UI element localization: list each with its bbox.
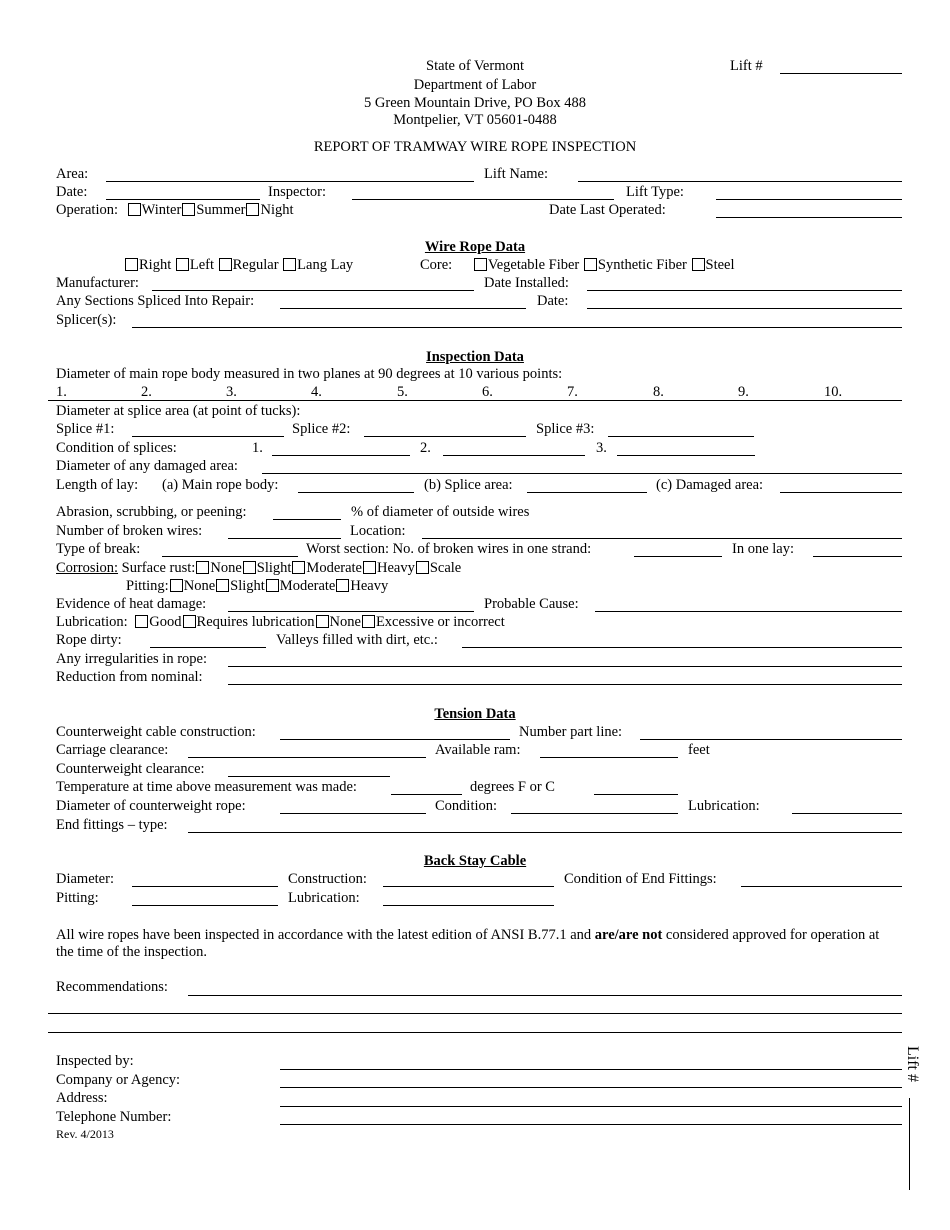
splicers-field[interactable]: [132, 327, 902, 328]
state-name: State of Vermont: [426, 58, 524, 74]
temperature-label: Temperature at time above measurement was made:: [56, 779, 357, 795]
inspection-heading: Inspection Data: [426, 349, 524, 365]
inspected-by-field[interactable]: [280, 1069, 902, 1070]
lift-name-field[interactable]: [578, 181, 902, 182]
regular-label: Regular: [232, 257, 279, 273]
sections-spliced-label: Any Sections Spliced Into Repair:: [56, 293, 255, 309]
splice3-label: Splice #3:: [536, 421, 595, 437]
lub-none-label: None: [329, 614, 361, 630]
splice-date-label: Date:: [537, 293, 569, 309]
surface-rust-label: Surface rust:: [121, 560, 196, 576]
lub-excessive-label: Excessive or incorrect: [375, 614, 505, 630]
damaged-area-label: (c) Damaged area:: [656, 477, 764, 493]
splice-area-field[interactable]: [527, 492, 647, 493]
rust-heavy-checkbox[interactable]: [363, 561, 376, 574]
rope-dirty-label: Rope dirty:: [56, 632, 122, 648]
lift-name-label: Lift Name:: [484, 166, 549, 182]
department-name: Department of Labor: [413, 77, 537, 93]
location-field[interactable]: [422, 538, 902, 539]
right-lay-checkbox[interactable]: [125, 258, 138, 271]
length-of-lay-label: Length of lay:: [56, 477, 139, 493]
company-field[interactable]: [280, 1087, 902, 1088]
pitting-slight-label: Slight: [230, 578, 265, 594]
irregularities-label: Any irregularities in rope:: [56, 651, 207, 667]
end-fittings-label: End fittings – type:: [56, 817, 168, 833]
probable-cause-label: Probable Cause:: [484, 596, 579, 612]
broken-wires-field[interactable]: [228, 538, 341, 539]
date-last-operated-label: Date Last Operated:: [549, 202, 666, 218]
regular-lay-checkbox[interactable]: [219, 258, 232, 271]
rust-scale-label: Scale: [429, 560, 462, 576]
backstay-pitting-field[interactable]: [132, 905, 278, 906]
broken-in-strand-field[interactable]: [634, 556, 722, 557]
steel-checkbox[interactable]: [692, 258, 705, 271]
broken-wires-label: Number of broken wires:: [56, 523, 203, 539]
diameter-damaged-label: Diameter of any damaged area:: [56, 458, 238, 474]
lubrication-row: [56, 615, 505, 630]
heat-damage-field[interactable]: [228, 611, 474, 612]
synthetic-fiber-checkbox[interactable]: [584, 258, 597, 271]
carriage-clearance-label: Carriage clearance:: [56, 742, 169, 758]
inspector-field[interactable]: [352, 199, 614, 200]
inspector-label: Inspector:: [268, 184, 326, 200]
backstay-construction-field[interactable]: [383, 886, 554, 887]
backstay-pitting-label: Pitting:: [56, 890, 99, 906]
diameter-cw-rope-label: Diameter of counterweight rope:: [56, 798, 246, 814]
probable-cause-field[interactable]: [595, 611, 902, 612]
pitting-label: Pitting:: [126, 578, 169, 594]
feet-label: feet: [688, 742, 710, 758]
wire-rope-heading: Wire Rope Data: [424, 239, 526, 255]
vegetable-fiber-checkbox[interactable]: [474, 258, 487, 271]
department-city: Montpelier, VT 05601-0488: [393, 112, 557, 128]
number-part-line-field[interactable]: [640, 739, 902, 740]
pitting-none-checkbox[interactable]: [170, 579, 183, 592]
vegetable-fiber-label: Vegetable Fiber: [487, 257, 580, 273]
condition-3-label: 3.: [596, 440, 607, 456]
irregularities-field[interactable]: [228, 666, 902, 667]
main-rope-body-field[interactable]: [298, 492, 414, 493]
location-label: Location:: [350, 523, 406, 539]
condition-splices-label: Condition of splices:: [56, 440, 177, 456]
lift-type-field[interactable]: [716, 199, 902, 200]
type-of-break-label: Type of break:: [56, 541, 141, 557]
company-label: Company or Agency:: [56, 1072, 181, 1088]
pct-outside-label: % of diameter of outside wires: [351, 504, 530, 520]
point-4: 4.: [311, 384, 322, 400]
rope-dirty-field[interactable]: [150, 647, 266, 648]
inspection-statement: [56, 927, 886, 961]
heat-damage-label: Evidence of heat damage:: [56, 596, 207, 612]
lift-number-field[interactable]: [780, 73, 902, 74]
rust-none-label: None: [210, 560, 242, 576]
splice1-field[interactable]: [132, 436, 284, 437]
splice-date-field[interactable]: [587, 308, 902, 309]
degrees-field[interactable]: [594, 794, 678, 795]
date-last-operated-field[interactable]: [716, 217, 902, 218]
department-address: 5 Green Mountain Drive, PO Box 488: [364, 95, 586, 111]
diameter-main-label: Diameter of main rope body measured in two planes at 90 degrees at 10 various points:: [56, 366, 563, 382]
address-label: Address:: [56, 1090, 108, 1106]
cw-cable-field[interactable]: [280, 739, 510, 740]
statement-bold: are/are not: [594, 927, 663, 943]
point-8: 8.: [653, 384, 664, 400]
backstay-heading: Back Stay Cable: [423, 853, 527, 869]
synthetic-fiber-label: Synthetic Fiber: [597, 257, 687, 273]
diameter-splice-label: Diameter at splice area (at point of tucks):: [56, 403, 301, 419]
date-installed-field[interactable]: [587, 290, 902, 291]
summer-checkbox[interactable]: [182, 203, 195, 216]
winter-checkbox[interactable]: [128, 203, 141, 216]
cw-lubrication-field[interactable]: [792, 813, 902, 814]
steel-label: Steel: [705, 257, 735, 273]
diameter-cw-rope-field[interactable]: [280, 813, 426, 814]
telephone-field[interactable]: [280, 1124, 902, 1125]
point-2: 2.: [141, 384, 152, 400]
worst-section-label: Worst section: No. of broken wires in one strand:: [306, 541, 592, 557]
rust-slight-label: Slight: [256, 560, 292, 576]
cw-cable-label: Counterweight cable construction:: [56, 724, 256, 740]
abrasion-field[interactable]: [273, 519, 341, 520]
diameter-damaged-field[interactable]: [262, 473, 902, 474]
cw-clearance-field[interactable]: [228, 776, 390, 777]
pitting-slight-checkbox[interactable]: [216, 579, 229, 592]
rust-heavy-label: Heavy: [376, 560, 415, 576]
condition-1-field[interactable]: [272, 455, 410, 456]
recommendations-line-2[interactable]: [48, 1013, 902, 1014]
left-lay-checkbox[interactable]: [176, 258, 189, 271]
number-part-line-label: Number part line:: [519, 724, 623, 740]
lubrication-label: Lubrication:: [56, 614, 128, 630]
backstay-construction-label: Construction:: [288, 871, 367, 887]
condition-2-field[interactable]: [443, 455, 585, 456]
date-label: Date:: [56, 184, 88, 200]
rust-moderate-label: Moderate: [306, 560, 362, 576]
corrosion-label: Corrosion:: [56, 560, 119, 576]
splice3-field[interactable]: [608, 436, 754, 437]
in-one-lay-field[interactable]: [813, 556, 902, 557]
recommendations-field[interactable]: [188, 995, 902, 996]
in-one-lay-label: In one lay:: [732, 541, 795, 557]
date-installed-label: Date Installed:: [484, 275, 569, 291]
valleys-field[interactable]: [462, 647, 902, 648]
end-fittings-field[interactable]: [188, 832, 902, 833]
lay-options-row: [124, 258, 353, 273]
statement-part2: considered approved for operation at the time of the inspection.: [56, 927, 880, 960]
condition-end-fittings-label: Condition of End Fittings:: [564, 871, 717, 887]
point-10: 10.: [824, 384, 843, 400]
splice2-field[interactable]: [364, 436, 526, 437]
operation-label: Operation:: [56, 202, 119, 218]
pitting-heavy-label: Heavy: [350, 578, 389, 594]
corrosion-row: [56, 561, 461, 576]
backstay-lubrication-field[interactable]: [383, 905, 554, 906]
tension-heading: Tension Data: [434, 706, 516, 722]
lang-lay-checkbox[interactable]: [283, 258, 296, 271]
temperature-field[interactable]: [391, 794, 462, 795]
condition-end-fittings-field[interactable]: [741, 886, 902, 887]
cw-lubrication-label: Lubrication:: [688, 798, 760, 814]
night-label: Night: [260, 202, 294, 218]
point-5: 5.: [397, 384, 408, 400]
condition-1-label: 1.: [252, 440, 263, 456]
lub-good-label: Good: [149, 614, 182, 630]
condition-2-label: 2.: [420, 440, 431, 456]
rust-scale-checkbox[interactable]: [416, 561, 429, 574]
available-ram-field[interactable]: [540, 757, 678, 758]
area-field[interactable]: [106, 181, 474, 182]
point-1: 1.: [56, 384, 67, 400]
reduction-field[interactable]: [228, 684, 902, 685]
rust-slight-checkbox[interactable]: [243, 561, 256, 574]
pitting-row: [126, 579, 388, 594]
core-label: Core:: [420, 257, 453, 273]
point-6: 6.: [482, 384, 493, 400]
left-label: Left: [189, 257, 215, 273]
recommendations-label: Recommendations:: [56, 979, 168, 995]
lift-type-label: Lift Type:: [626, 184, 684, 200]
point-7: 7.: [567, 384, 578, 400]
pitting-moderate-checkbox[interactable]: [266, 579, 279, 592]
statement-part1: All wire ropes have been inspected in accordance with the latest edition of ANSI B.77.1 and: [56, 927, 595, 943]
date-field[interactable]: [106, 199, 260, 200]
pitting-none-label: None: [183, 578, 216, 594]
valleys-label: Valleys filled with dirt, etc.:: [276, 632, 438, 648]
night-checkbox[interactable]: [246, 203, 259, 216]
diameter-points-field[interactable]: [48, 400, 902, 401]
cw-condition-label: Condition:: [435, 798, 498, 814]
main-rope-body-label: (a) Main rope body:: [162, 477, 279, 493]
point-9: 9.: [738, 384, 749, 400]
side-lift-number-label: Lift #: [904, 1046, 921, 1082]
operation-row: [56, 203, 294, 218]
damaged-area-field[interactable]: [780, 492, 902, 493]
winter-label: Winter: [141, 202, 182, 218]
rust-none-checkbox[interactable]: [196, 561, 209, 574]
address-field[interactable]: [280, 1106, 902, 1107]
reduction-label: Reduction from nominal:: [56, 669, 203, 685]
backstay-diameter-label: Diameter:: [56, 871, 114, 887]
inspected-by-label: Inspected by:: [56, 1053, 134, 1069]
lift-number-label: Lift #: [730, 58, 763, 74]
lub-good-checkbox[interactable]: [135, 615, 148, 628]
form-title: REPORT OF TRAMWAY WIRE ROPE INSPECTION: [313, 139, 637, 155]
sections-spliced-field[interactable]: [280, 308, 526, 309]
available-ram-label: Available ram:: [435, 742, 521, 758]
pitting-heavy-checkbox[interactable]: [336, 579, 349, 592]
lub-none-checkbox[interactable]: [316, 615, 329, 628]
recommendations-line-3[interactable]: [48, 1032, 902, 1033]
summer-label: Summer: [196, 202, 246, 218]
lub-requires-label: Requires lubrication: [196, 614, 315, 630]
pitting-moderate-label: Moderate: [279, 578, 336, 594]
manufacturer-label: Manufacturer:: [56, 275, 139, 291]
cw-condition-field[interactable]: [511, 813, 678, 814]
telephone-label: Telephone Number:: [56, 1109, 172, 1125]
revision-label: Rev. 4/2013: [56, 1127, 114, 1141]
type-of-break-field[interactable]: [162, 556, 298, 557]
area-label: Area:: [56, 166, 89, 182]
side-lift-number-field[interactable]: [909, 1098, 910, 1190]
abrasion-label: Abrasion, scrubbing, or peening:: [56, 504, 247, 520]
backstay-lubrication-label: Lubrication:: [288, 890, 360, 906]
splice-area-label: (b) Splice area:: [424, 477, 513, 493]
lub-excessive-checkbox[interactable]: [362, 615, 375, 628]
manufacturer-field[interactable]: [152, 290, 474, 291]
degrees-label: degrees F or C: [470, 779, 555, 795]
condition-3-field[interactable]: [617, 455, 755, 456]
backstay-diameter-field[interactable]: [132, 886, 278, 887]
splice1-label: Splice #1:: [56, 421, 115, 437]
right-label: Right: [139, 257, 172, 273]
cw-clearance-label: Counterweight clearance:: [56, 761, 205, 777]
lub-requires-checkbox[interactable]: [183, 615, 196, 628]
rust-moderate-checkbox[interactable]: [292, 561, 305, 574]
point-3: 3.: [226, 384, 237, 400]
carriage-clearance-field[interactable]: [188, 757, 426, 758]
lang-lay-label: Lang Lay: [297, 257, 354, 273]
splicers-label: Splicer(s):: [56, 312, 117, 328]
splice2-label: Splice #2:: [292, 421, 351, 437]
core-options-row: [420, 258, 735, 273]
